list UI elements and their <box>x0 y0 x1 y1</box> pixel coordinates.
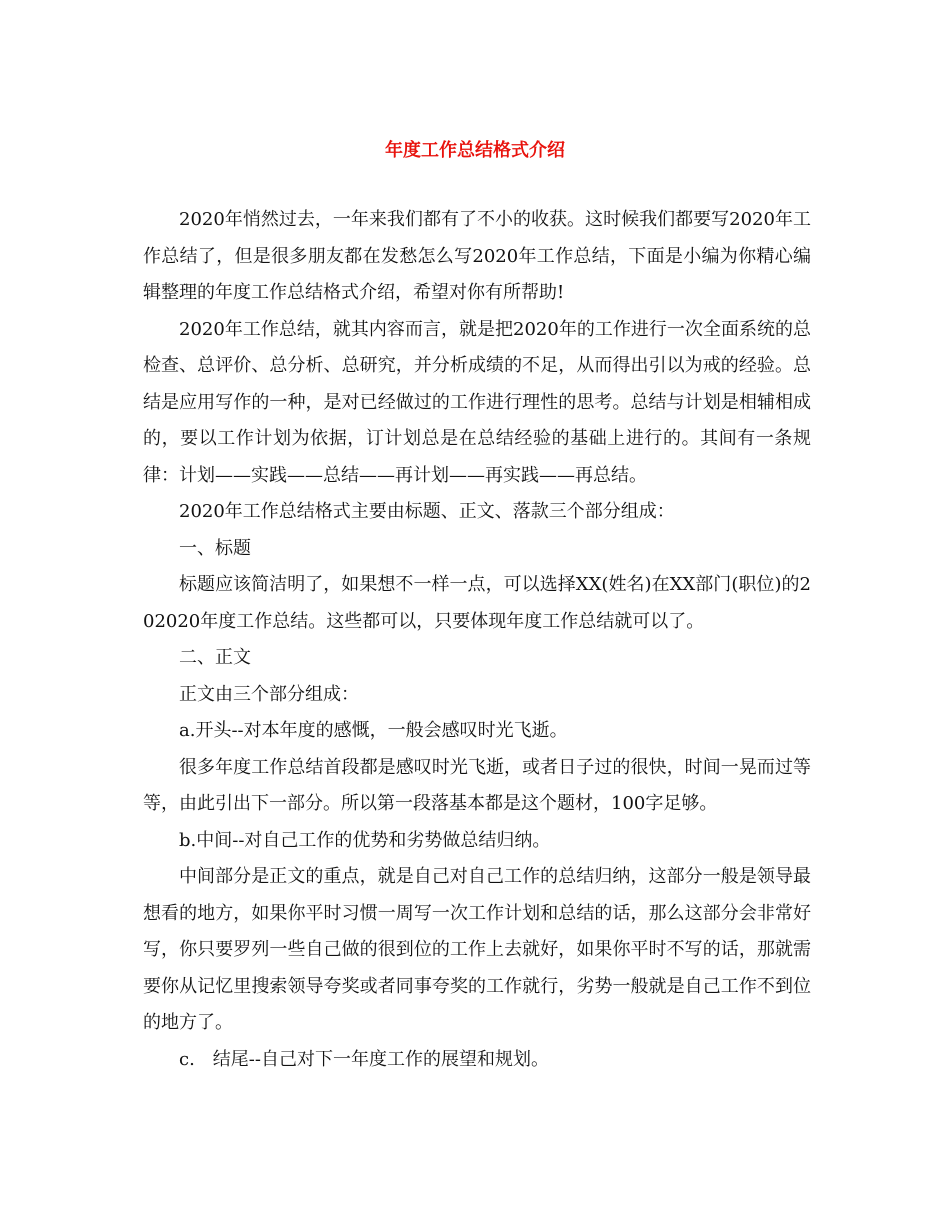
item-opening: a.开头--对本年度的感慨，一般会感叹时光飞逝。 <box>179 720 568 741</box>
paragraph-opening-detail: 很多年度工作总结首段都是感叹时光飞逝，或者日子过的很快，时间一晃而过等等，由此引出下一部分。所以第一段落基本都是这个题材，100字足够。 <box>143 756 811 814</box>
item-middle: b.中间--对自己工作的优势和劣势做总结归纳。 <box>179 829 551 851</box>
paragraph-intro: 2020年悄然过去，一年来我们都有了不小的收获。这时候我们都要写2020年工作总结了，但是很多朋友都在发愁怎么写2020年工作总结，下面是小编为你精心编辑整理的年度工作总结格式介绍，希望对你有所帮助! <box>143 209 811 303</box>
document-title: 年度工作总结格式介绍 <box>385 140 565 161</box>
paragraph-title-advice: 标题应该简洁明了，如果想不一样一点，可以选择XX(姓名)在XX部门(职位)的202020年度工作总结。这些都可以，只要体现年度工作总结就可以了。 <box>143 574 811 632</box>
heading-body-section: 二、正文 <box>179 647 251 668</box>
paragraph-definition: 2020年工作总结，就其内容而言，就是把2020年的工作进行一次全面系统的总检查、总评价、总分析、总研究，并分析成绩的不足，从而得出引以为戒的经验。总结是应用写作的一种，是对已经做过的工作进行理性的思考。总结与计划是相辅相成的，要以工作计划为依据，订计划总是在总结经验的基础上进行的。其间有一条规律：计划——实践——总结——再计划——再实践——再总结。 <box>143 318 811 486</box>
paragraph-body-parts: 正文由三个部分组成： <box>179 683 359 705</box>
document-body <box>143 202 811 1078</box>
heading-title-section: 一、标题 <box>179 537 251 559</box>
paragraph-middle-detail: 中间部分是正文的重点，就是自己对自己工作的总结归纳，这部分一般是领导最想看的地方，如果你平时习惯一周写一次工作计划和总结的话，那么这部分会非常好写，你只要罗列一些自己做的很到位的工作上去就好，如果你平时不写的话，那就需要你从记忆里搜索领导夸奖或者同事夸奖的工作就行，劣势一般就是自己工作不到位的地方了。 <box>143 866 811 1033</box>
item-ending: c. 结尾--自己对下一年度工作的展望和规划。 <box>179 1048 549 1070</box>
paragraph-format-overview: 2020年工作总结格式主要由标题、正文、落款三个部分组成： <box>179 501 675 522</box>
